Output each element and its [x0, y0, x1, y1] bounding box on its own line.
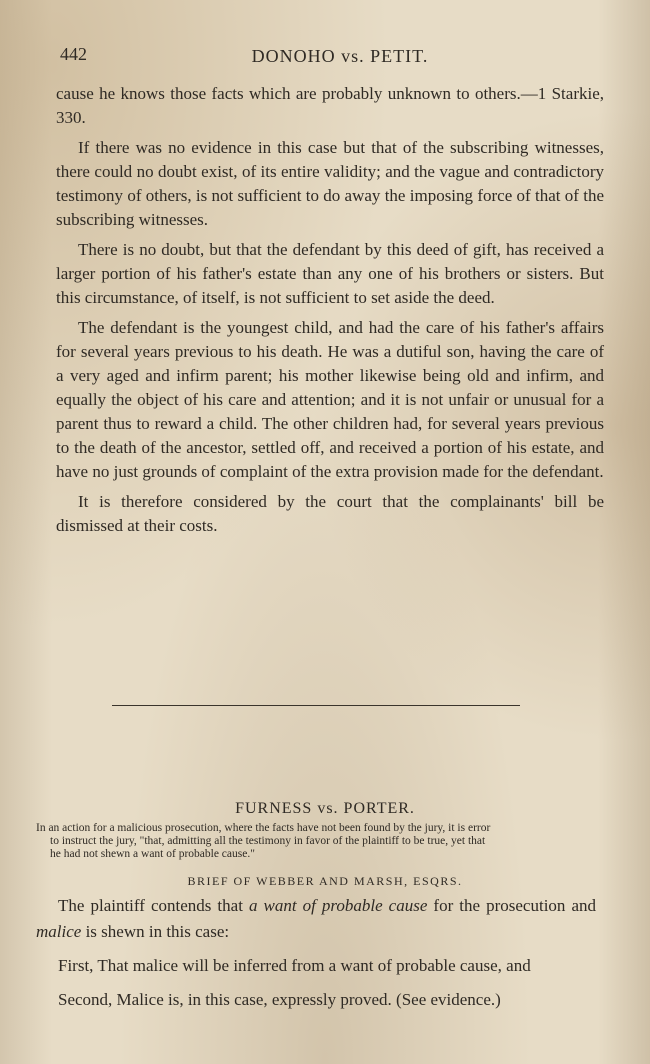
syllabus-line: In an action for a malicious prosecution, where the facts have not been found by the jury, it is error	[36, 822, 491, 834]
paragraph-youngest-child: The defendant is the youngest child, and had the care of his father's affairs for several years previous to his death. He was a dutiful son, having the care of a very aged and infirm parent; his mother likewise being old and infirm, and equally the object of his care and attention; and it is not unfair or unusual for a parent thus to reward a child. The other children had, for several years previous to the death of the ancestor, settled off, and received a portion of his estate, and have no just grounds of complaint of the extra provision made for the defendant.	[56, 318, 604, 481]
section-divider	[112, 705, 520, 706]
brief-paragraph-second: Second, Malice is, in this case, expressly proved. (See evidence.)	[58, 990, 501, 1009]
syllabus-line: he had not shewn a want of probable cause."	[50, 848, 255, 860]
brief-heading: BRIEF OF WEBBER AND MARSH, ESQRS.	[187, 874, 463, 888]
page-header	[60, 44, 620, 74]
case-title: FURNESS vs. PORTER.	[235, 800, 415, 817]
brief-text-span: for the prosecution and	[427, 896, 597, 915]
brief-text-span: The plaintiff contends that	[58, 896, 249, 915]
opinion-text	[56, 82, 604, 544]
brief-text	[36, 893, 596, 1021]
running-head: DONOHO vs. PETIT.	[251, 46, 429, 66]
brief-emphasis: malice	[36, 922, 82, 941]
brief-paragraph-contention	[36, 893, 596, 945]
page-number: 442	[60, 44, 87, 64]
paragraph-judgment: It is therefore considered by the court that the complainants' bill be dismissed at their costs.	[56, 492, 604, 535]
brief-emphasis: a want of probable cause	[248, 896, 428, 915]
brief-paragraph-first: First, That malice will be inferred from a want of probable cause, and	[58, 956, 531, 975]
paragraph-continuation: cause he knows those facts which are probably unknown to others.—1 Starkie, 330.	[56, 84, 604, 127]
paragraph-deed-of-gift: There is no doubt, but that the defendant by this deed of gift, has received a larger portion of his father's estate than any one of his brothers or sisters. But this circumstance, of itself, is not sufficient to set aside the deed.	[56, 240, 604, 307]
case-syllabus	[36, 822, 596, 861]
brief-text-span: is shewn in this case:	[81, 922, 230, 941]
syllabus-line: to instruct the jury, "that, admitting all the testimony in favor of the plaintiff to be true, yet that	[50, 835, 486, 847]
paragraph-subscribing-witnesses: If there was no evidence in this case but that of the subscribing witnesses, there could no doubt exist, of its entire validity; and the vague and contradictory testimony of others, is not sufficient to do away the imposing force of that of the subscribing witnesses.	[56, 138, 604, 229]
